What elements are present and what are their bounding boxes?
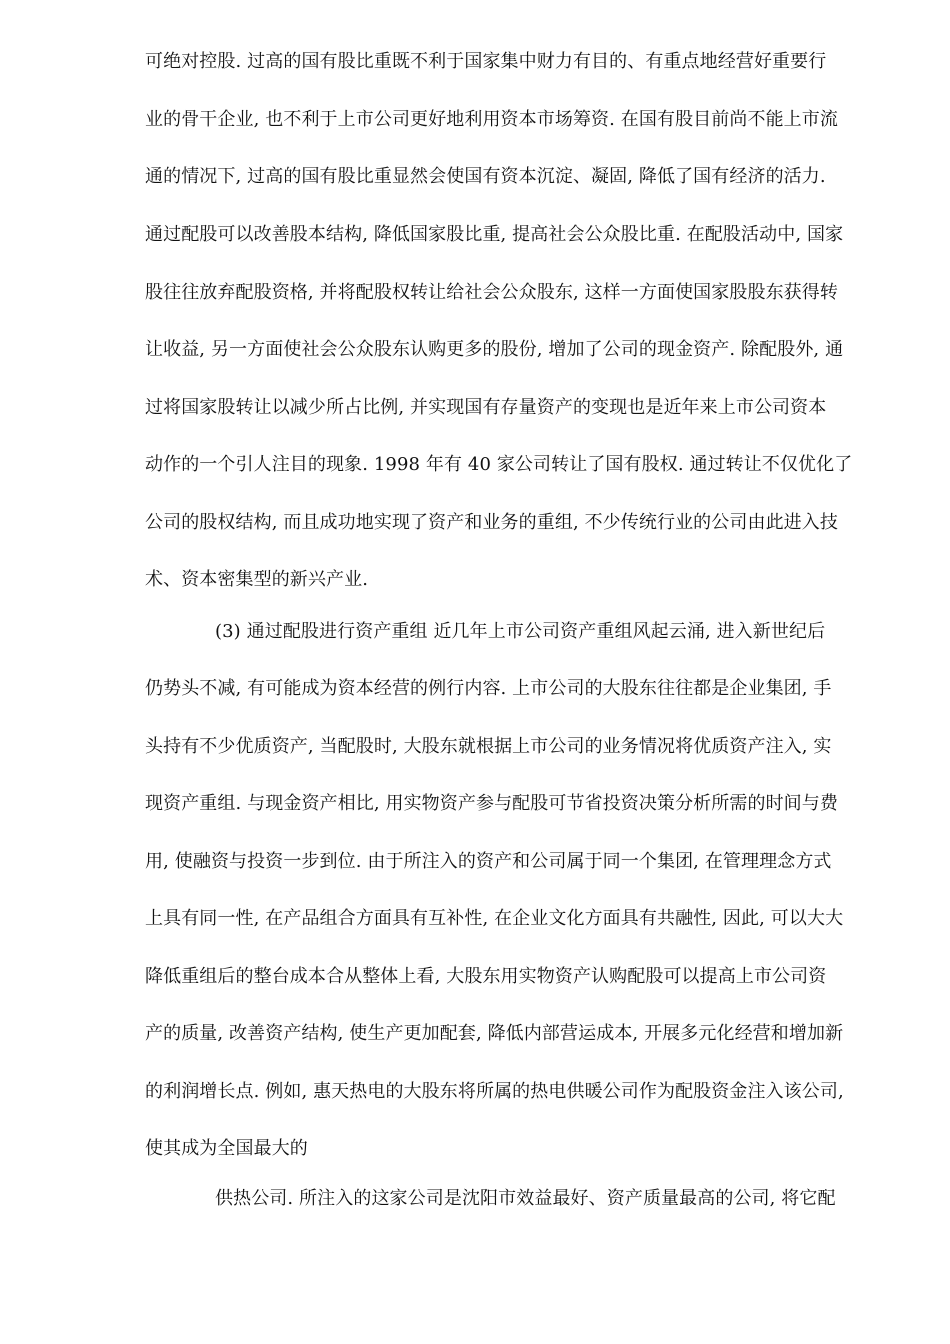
text-line: 产的质量, 改善资产结构, 使生产更加配套, 降低内部营运成本, 开展多元化经营和增加新 [145, 1023, 844, 1044]
text-line: 头持有不少优质资产, 当配股时, 大股东就根据上市公司的业务情况将优质资产注入, 实 [145, 736, 832, 757]
text-line: 降低重组后的整台成本合从整体上看, 大股东用实物资产认购配股可以提高上市公司资 [145, 966, 827, 987]
text-line: 的利润增长点. 例如, 惠天热电的大股东将所属的热电供暖公司作为配股资金注入该公司, [145, 1081, 844, 1102]
text-line: 股往往放弃配股资格, 并将配股权转让给社会公众股东, 这样一方面使国家股股东获得转 [145, 282, 838, 303]
text-line: 仍势头不减, 有可能成为资本经营的例行内容. 上市公司的大股东往往都是企业集团, 手 [145, 678, 832, 699]
text-line: 供热公司. 所注入的这家公司是沈阳市效益最好、资产质量最高的公司, 将它配 [215, 1188, 836, 1209]
text-line: 可绝对控股. 过高的国有股比重既不利于国家集中财力有目的、有重点地经营好重要行 [145, 51, 827, 72]
text-line: 让收益, 另一方面使社会公众股东认购更多的股份, 增加了公司的现金资产. 除配股外, 通 [145, 339, 844, 360]
text-line: 现资产重组. 与现金资产相比, 用实物资产参与配股可节省投资决策分析所需的时间与费 [145, 793, 838, 814]
section-heading-line: (3) 通过配股进行资产重组 近几年上市公司资产重组风起云涌, 进入新世纪后 [215, 621, 826, 642]
text-line: 公司的股权结构, 而且成功地实现了资产和业务的重组, 不少传统行业的公司由此进入技 [145, 512, 838, 533]
text-line: 用, 使融资与投资一步到位. 由于所注入的资产和公司属于同一个集团, 在管理理念方式 [145, 851, 832, 872]
text-line: 使其成为全国最大的 [145, 1138, 308, 1159]
text-line: 业的骨干企业, 也不利于上市公司更好地利用资本市场筹资. 在国有股目前尚不能上市流 [145, 109, 838, 130]
text-line: 动作的一个引人注目的现象. 1998 年有 40 家公司转让了国有股权. 通过转让不仅优化了 [145, 454, 853, 475]
text-line: 过将国家股转让以减少所占比例, 并实现国有存量资产的变现也是近年来上市公司资本 [145, 397, 827, 418]
text-line: 上具有同一性, 在产品组合方面具有互补性, 在企业文化方面具有共融性, 因此, 可以大大 [145, 908, 844, 929]
text-line: 通的情况下, 过高的国有股比重显然会使国有资本沉淀、凝固, 降低了国有经济的活力. [145, 166, 826, 187]
text-line: 术、资本密集型的新兴产业. [145, 569, 369, 590]
text-line: 通过配股可以改善股本结构, 降低国家股比重, 提高社会公众股比重. 在配股活动中, 国家 [145, 224, 844, 245]
